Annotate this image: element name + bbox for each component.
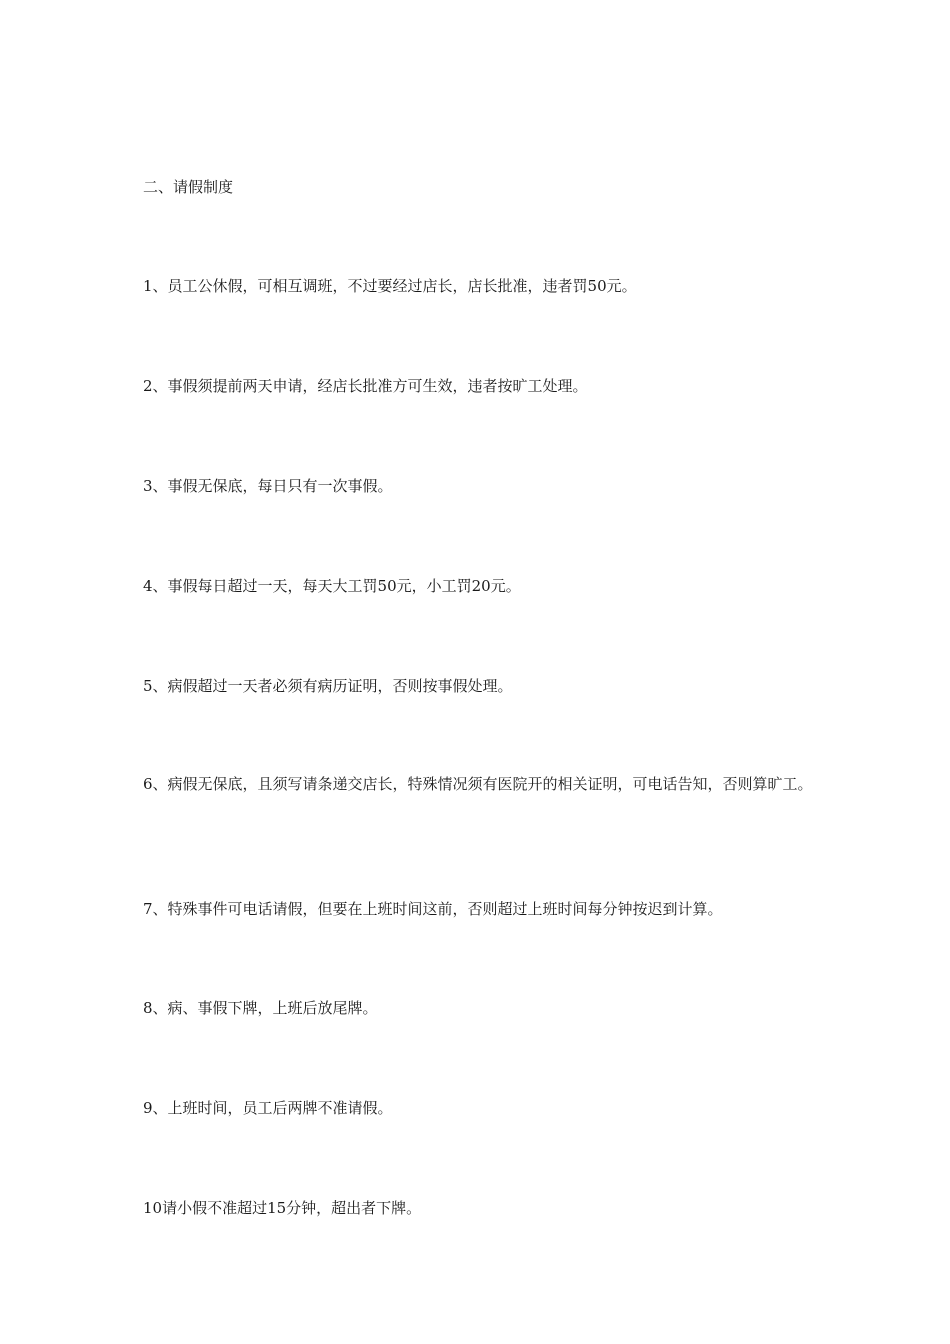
rule-item-2: 2、事假须提前两天申请，经店长批准方可生效，违者按旷工处理。 — [143, 377, 588, 395]
rule-item-9: 9、上班时间，员工后两牌不准请假。 — [143, 1099, 393, 1117]
rule-item-3: 3、事假无保底，每日只有一次事假。 — [143, 477, 393, 495]
rule-item-1: 1、员工公休假，可相互调班，不过要经过店长，店长批准，违者罚50元。 — [143, 277, 637, 295]
rule-item-7: 7、特殊事件可电话请假，但要在上班时间这前，否则超过上班时间每分钟按迟到计算。 — [143, 900, 723, 918]
rule-item-10: 10请小假不准超过15分钟，超出者下牌。 — [143, 1199, 422, 1217]
section-heading: 二、请假制度 — [143, 178, 234, 196]
rule-item-5: 5、病假超过一天者必须有病历证明，否则按事假处理。 — [143, 677, 513, 695]
rule-item-6: 6、病假无保底，且须写请条递交店长，特殊情况须有医院开的相关证明，可电话告知，否则算旷工。 — [143, 775, 813, 793]
rule-item-4: 4、事假每日超过一天，每天大工罚50元，小工罚20元。 — [143, 577, 521, 595]
rule-item-8: 8、病、事假下牌，上班后放尾牌。 — [143, 999, 378, 1017]
